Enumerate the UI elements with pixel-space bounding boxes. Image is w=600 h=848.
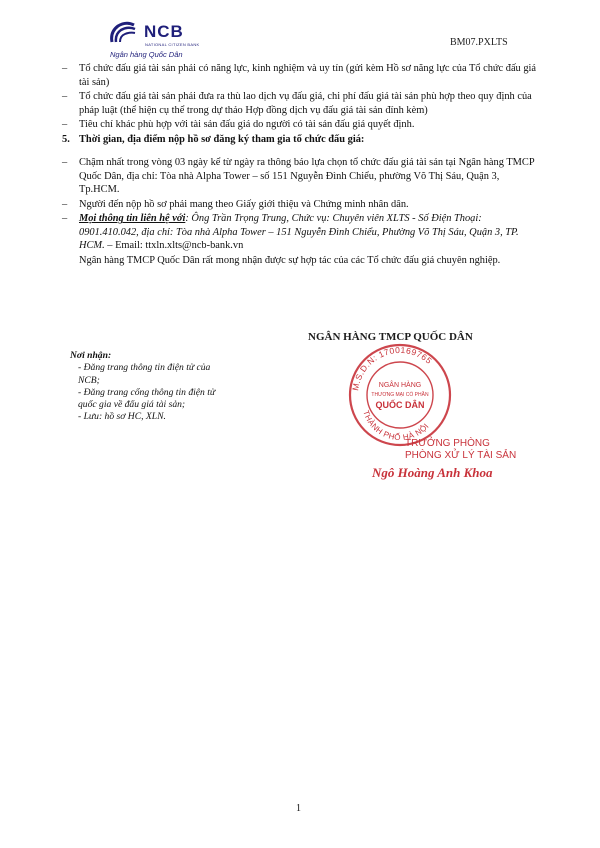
submission-item: – Người đến nộp hồ sơ phải mang theo Giấy giới thiệu và Chứng minh nhân dân. (62, 198, 409, 210)
svg-text:THƯƠNG MẠI CỔ PHẦN: THƯƠNG MẠI CỔ PHẦN (371, 392, 429, 398)
section-5-heading: 5. Thời gian, địa điểm nộp hồ sơ đăng ký tham gia tổ chức đấu giá: (62, 133, 365, 145)
email-link[interactable]: ttxln.xlts@ncb-bank.vn (145, 240, 244, 252)
document-body (62, 62, 542, 278)
contact-label: Mọi thông tin liên hệ với (79, 213, 186, 225)
criteria-item: – Tổ chức đấu giá tài sản phải đưa ra thù lao dịch vụ đấu giá, chi phí đấu giá tài sản phù hợp theo quy định của pháp luật (thể hiện cụ thể trong dự thảo Hợp đồng dịch vụ đấu giá tài sản đính kèm) (62, 91, 532, 116)
signer-role (405, 438, 516, 462)
signer-role-line2: PHÒNG XỬ LÝ TÀI SẢN (405, 450, 517, 461)
recipient-item: - Lưu: hồ sơ HC, XLN. (78, 411, 166, 423)
signature-bank-title: NGÂN HÀNG TMCP QUỐC DÂN (308, 331, 473, 343)
svg-text:NGÂN HÀNG: NGÂN HÀNG (378, 382, 422, 389)
contact-text: : Ông Trần Trọng Trung, Chức vụ: Chuyên viên XLTS - Số Điện Thoại: 0901.410.042, địa chỉ: Tòa nhà Alpha Tower – 151 Nguyễn Đình Chiểu, Phường Võ Thị Sáu, Quận 3, TP. HCM. (79, 213, 519, 252)
logo-vietnamese-name: Ngân hàng Quốc Dân (110, 50, 183, 59)
seal-top-text: M.S.D.N: 1700169765 (350, 344, 435, 392)
seal-bottom-text: THÀNH PHỐ HÀ NỘI (361, 409, 431, 443)
signer-name: Ngô Hoàng Anh Khoa (372, 465, 493, 480)
recipient-item: - Đăng trang cổng thông tin điện tử quốc gia về đấu giá tài sản; (78, 386, 216, 411)
criteria-item: – Tiêu chí khác phù hợp với tài sản đấu giá do người có tài sản đấu giá quyết định. (62, 119, 415, 130)
page-number: 1 (296, 803, 301, 814)
recipient-item: - Đăng trang thông tin điện tử của NCB; (78, 362, 211, 386)
signer-role-line1: TRƯỞNG PHÒNG (405, 438, 490, 449)
ncb-emblem-icon (108, 20, 142, 46)
criteria-item: – Tổ chức đấu giá tài sản phải có năng lực, kinh nghiệm và uy tín (gửi kèm Hồ sơ năng lực của Tổ chức đấu giá tài sản) (62, 63, 537, 88)
recipients-title: Nơi nhận: (70, 350, 112, 361)
submission-item: – Chậm nhất trong vòng 03 ngày kể từ ngày ra thông báo lựa chọn tổ chức đấu giá tài sản tại Ngân hàng TMCP Quốc Dân, địa chỉ: Tòa nhà Alpha Tower – số 151 Nguyễn Đình Chiểu, phường Võ Thị Sáu, Quận 3, Tp.HCM. (62, 157, 535, 196)
ncb-logo (108, 20, 238, 58)
contact-item: – Mọi thông tin liên hệ với: Ông Trần Trọng Trung, Chức vụ: Chuyên viên XLTS - Số Điện Thoại: 0901.410.042, địa chỉ: Tòa nhà Alpha Tower – 151 Nguyễn Đình Chiểu, Phường Võ Thị Sáu, Quận 3, TP. HCM. – Email: ttxln.xlts@ncb-bank.vn (62, 213, 519, 252)
recipients-block (70, 350, 230, 424)
logo-name: NCB (144, 22, 184, 41)
logo-subtitle: NATIONAL CITIZEN BANK (145, 42, 200, 47)
svg-text:QUỐC DÂN: QUỐC DÂN (375, 400, 425, 410)
red-seal-stamp (340, 340, 460, 450)
form-code: BM07.PXLTS (450, 37, 508, 48)
seal-icon (340, 340, 460, 450)
closing-paragraph: Ngân hàng TMCP Quốc Dân rất mong nhận được sự hợp tác của các Tổ chức đấu giá chuyên nghiệp. (79, 254, 501, 266)
